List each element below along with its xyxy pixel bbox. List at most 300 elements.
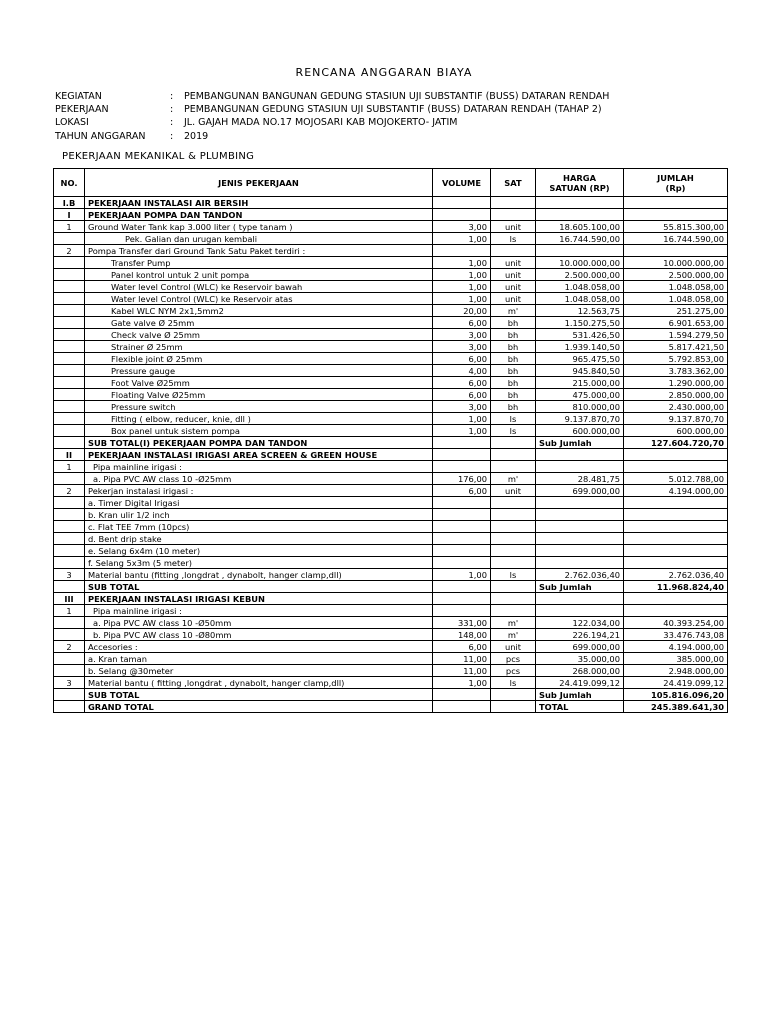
cell-amount: 127.604.720,70 — [624, 437, 728, 449]
cell-no: 3 — [54, 677, 85, 689]
cell-no: III — [54, 593, 85, 605]
cell-description: Fitting ( elbow, reducer, knie, dll ) — [85, 413, 433, 425]
cell-amount — [624, 245, 728, 257]
table-row — [54, 509, 728, 521]
info-row — [55, 130, 609, 143]
cell-volume — [433, 605, 491, 617]
cell-volume — [433, 557, 491, 569]
info-separator: : — [170, 104, 174, 116]
cell-unit: bh — [491, 353, 536, 365]
cell-no — [54, 293, 85, 305]
table-row — [54, 245, 728, 257]
cell-no — [54, 269, 85, 281]
header-harga-line1: HARGA — [563, 172, 596, 183]
cell-description: Gate valve Ø 25mm — [85, 317, 433, 329]
cell-unit-price: 226.194,21 — [536, 629, 624, 641]
cell-description: c. Flat TEE 7mm (10pcs) — [85, 521, 433, 533]
cell-unit-price: 810.000,00 — [536, 401, 624, 413]
cell-description: b. Kran ulir 1/2 inch — [85, 509, 433, 521]
cell-description: Water level Control (WLC) ke Reservoir bawah — [85, 281, 433, 293]
cell-unit-price: 16.744.590,00 — [536, 233, 624, 245]
cell-amount: 2.500.000,00 — [624, 269, 728, 281]
table-row — [54, 221, 728, 233]
info-value: PEMBANGUNAN GEDUNG STASIUN UJI SUBSTANTIF (BUSS) DATARAN RENDAH (TAHAP 2) — [184, 104, 602, 116]
cell-no — [54, 521, 85, 533]
cell-unit-price: 9.137.870,70 — [536, 413, 624, 425]
cell-no: 1 — [54, 461, 85, 473]
cell-volume: 11,00 — [433, 665, 491, 677]
cell-no: II — [54, 449, 85, 461]
budget-table — [53, 168, 728, 713]
cell-no — [54, 509, 85, 521]
table-row — [54, 413, 728, 425]
cell-description: Pompa Transfer dari Ground Tank Satu Paket terdiri : — [85, 245, 433, 257]
cell-unit-price: 18.605.100,00 — [536, 221, 624, 233]
cell-unit — [491, 449, 536, 461]
cell-volume: 1,00 — [433, 233, 491, 245]
cell-unit: m' — [491, 473, 536, 485]
cell-amount — [624, 461, 728, 473]
cell-description: Panel kontrol untuk 2 unit pompa — [85, 269, 433, 281]
cell-unit-price: 1.150.275,50 — [536, 317, 624, 329]
header-harga-satuan — [536, 169, 624, 197]
cell-no — [54, 497, 85, 509]
cell-unit-price: Sub Jumlah — [536, 581, 624, 593]
cell-description: Pek. Galian dan urugan kembali — [85, 233, 433, 245]
table-row — [54, 557, 728, 569]
cell-amount: 1.048.058,00 — [624, 281, 728, 293]
info-separator: : — [170, 91, 174, 102]
cell-amount: 385.000,00 — [624, 653, 728, 665]
cell-description: a. Timer Digital Irigasi — [85, 497, 433, 509]
cell-unit: bh — [491, 401, 536, 413]
cell-amount: 1.290.000,00 — [624, 377, 728, 389]
cell-unit — [491, 689, 536, 701]
cell-unit-price — [536, 557, 624, 569]
cell-description: e. Selang 6x4m (10 meter) — [85, 545, 433, 557]
table-row — [54, 305, 728, 317]
cell-volume: 6,00 — [433, 353, 491, 365]
table-row — [54, 653, 728, 665]
cell-volume: 3,00 — [433, 341, 491, 353]
cell-unit-price: Sub Jumlah — [536, 437, 624, 449]
cell-volume — [433, 581, 491, 593]
cell-volume: 1,00 — [433, 269, 491, 281]
cell-description: PEKERJAAN INSTALASI AIR BERSIH — [85, 197, 433, 209]
cell-description: Box panel untuk sistem pompa — [85, 425, 433, 437]
cell-unit-price — [536, 545, 624, 557]
cell-unit-price — [536, 509, 624, 521]
cell-unit-price — [536, 449, 624, 461]
cell-description: f. Selang 5x3m (5 meter) — [85, 557, 433, 569]
info-row — [55, 103, 609, 116]
cell-unit: unit — [491, 281, 536, 293]
cell-unit — [491, 581, 536, 593]
cell-no — [54, 473, 85, 485]
cell-no — [54, 557, 85, 569]
info-row — [55, 116, 609, 129]
cell-no — [54, 629, 85, 641]
cell-unit-price: 965.475,50 — [536, 353, 624, 365]
cell-amount — [624, 605, 728, 617]
cell-unit-price: 2.762.036,40 — [536, 569, 624, 581]
cell-no: 1 — [54, 221, 85, 233]
cell-description: Material bantu (fitting ,longdrat , dynabolt, hanger clamp,dll) — [85, 569, 433, 581]
cell-unit: ls — [491, 569, 536, 581]
cell-volume — [433, 533, 491, 545]
info-label: TAHUN ANGGARAN — [55, 130, 146, 142]
cell-unit-price: Sub Jumlah — [536, 689, 624, 701]
cell-unit — [491, 593, 536, 605]
cell-unit-price — [536, 209, 624, 221]
cell-unit-price — [536, 521, 624, 533]
cell-amount: 251.275,00 — [624, 305, 728, 317]
cell-unit: unit — [491, 293, 536, 305]
cell-unit-price: 122.034,00 — [536, 617, 624, 629]
cell-volume — [433, 209, 491, 221]
cell-description: Flexible joint Ø 25mm — [85, 353, 433, 365]
info-value: JL. GAJAH MADA NO.17 MOJOSARI KAB MOJOKERTO- JATIM — [184, 117, 458, 129]
cell-no — [54, 437, 85, 449]
table-row — [54, 545, 728, 557]
cell-volume: 3,00 — [433, 221, 491, 233]
cell-amount — [624, 533, 728, 545]
cell-no: 1 — [54, 605, 85, 617]
cell-description: Pipa mainline irigasi : — [85, 461, 433, 473]
cell-amount: 24.419.099,12 — [624, 677, 728, 689]
table-row — [54, 473, 728, 485]
cell-unit: unit — [491, 485, 536, 497]
cell-volume — [433, 689, 491, 701]
cell-no — [54, 305, 85, 317]
cell-volume — [433, 461, 491, 473]
cell-unit-price: 24.419.099,12 — [536, 677, 624, 689]
table-row — [54, 665, 728, 677]
cell-amount — [624, 545, 728, 557]
document-title: RENCANA ANGGARAN BIAYA — [295, 66, 473, 79]
header-volume: VOLUME — [433, 169, 491, 197]
cell-volume — [433, 437, 491, 449]
table-row — [54, 437, 728, 449]
table-row — [54, 401, 728, 413]
cell-amount: 2.430.000,00 — [624, 401, 728, 413]
cell-amount: 11.968.824,40 — [624, 581, 728, 593]
cell-amount — [624, 449, 728, 461]
cell-unit — [491, 533, 536, 545]
cell-volume — [433, 449, 491, 461]
cell-volume — [433, 509, 491, 521]
table-row — [54, 449, 728, 461]
cell-volume: 6,00 — [433, 377, 491, 389]
cell-amount: 4.194.000,00 — [624, 641, 728, 653]
header-no: NO. — [54, 169, 85, 197]
table-row — [54, 377, 728, 389]
cell-no — [54, 581, 85, 593]
cell-volume: 1,00 — [433, 425, 491, 437]
cell-volume: 176,00 — [433, 473, 491, 485]
cell-amount: 4.194.000,00 — [624, 485, 728, 497]
cell-amount: 10.000.000,00 — [624, 257, 728, 269]
cell-unit — [491, 497, 536, 509]
cell-volume: 3,00 — [433, 401, 491, 413]
cell-unit: unit — [491, 221, 536, 233]
cell-unit — [491, 245, 536, 257]
cell-amount — [624, 497, 728, 509]
cell-unit: unit — [491, 269, 536, 281]
cell-unit — [491, 197, 536, 209]
cell-unit-price: 215.000,00 — [536, 377, 624, 389]
cell-unit-price: 475.000,00 — [536, 389, 624, 401]
cell-unit — [491, 509, 536, 521]
table-row — [54, 533, 728, 545]
cell-unit-price — [536, 461, 624, 473]
cell-volume — [433, 245, 491, 257]
cell-description: SUB TOTAL(I) PEKERJAAN POMPA DAN TANDON — [85, 437, 433, 449]
cell-volume — [433, 497, 491, 509]
cell-description: Ground Water Tank kap 3.000 liter ( type tanam ) — [85, 221, 433, 233]
info-value: PEMBANGUNAN BANGUNAN GEDUNG STASIUN UJI SUBSTANTIF (BUSS) DATARAN RENDAH — [184, 91, 610, 102]
cell-description: d. Bent drip stake — [85, 533, 433, 545]
cell-description: a. Kran taman — [85, 653, 433, 665]
cell-amount — [624, 509, 728, 521]
table-row — [54, 317, 728, 329]
cell-unit: ls — [491, 233, 536, 245]
cell-unit-price: 945.840,50 — [536, 365, 624, 377]
cell-unit: bh — [491, 365, 536, 377]
cell-volume — [433, 197, 491, 209]
cell-unit: pcs — [491, 653, 536, 665]
cell-amount — [624, 209, 728, 221]
table-row — [54, 341, 728, 353]
cell-amount: 600.000,00 — [624, 425, 728, 437]
cell-no — [54, 257, 85, 269]
table-row — [54, 569, 728, 581]
cell-amount: 2.948.000,00 — [624, 665, 728, 677]
cell-no — [54, 389, 85, 401]
table-row — [54, 641, 728, 653]
cell-unit-price: 1.048.058,00 — [536, 293, 624, 305]
cell-no — [54, 281, 85, 293]
cell-description: b. Selang @30meter — [85, 665, 433, 677]
info-row — [55, 90, 609, 103]
cell-description: Transfer Pump — [85, 257, 433, 269]
cell-no — [54, 401, 85, 413]
table-row — [54, 581, 728, 593]
cell-unit: bh — [491, 377, 536, 389]
cell-volume: 6,00 — [433, 641, 491, 653]
cell-unit — [491, 605, 536, 617]
cell-description: PEKERJAAN INSTALASI IRIGASI KEBUN — [85, 593, 433, 605]
table-row — [54, 425, 728, 437]
cell-unit-price — [536, 593, 624, 605]
cell-description: Water level Control (WLC) ke Reservoir atas — [85, 293, 433, 305]
cell-unit: ls — [491, 425, 536, 437]
cell-amount: 105.816.096,20 — [624, 689, 728, 701]
cell-amount: 2.762.036,40 — [624, 569, 728, 581]
table-row — [54, 257, 728, 269]
cell-amount: 1.048.058,00 — [624, 293, 728, 305]
cell-volume: 1,00 — [433, 257, 491, 269]
info-label: KEGIATAN — [55, 91, 102, 102]
cell-amount: 1.594.279,50 — [624, 329, 728, 341]
cell-volume: 148,00 — [433, 629, 491, 641]
cell-amount — [624, 197, 728, 209]
cell-no: 2 — [54, 245, 85, 257]
cell-unit-price: 1.048.058,00 — [536, 281, 624, 293]
info-value: 2019 — [184, 130, 209, 142]
cell-unit-price — [536, 605, 624, 617]
info-separator: : — [170, 117, 174, 129]
cell-no — [54, 329, 85, 341]
cell-no — [54, 533, 85, 545]
cell-description: Kabel WLC NYM 2x1,5mm2 — [85, 305, 433, 317]
cell-unit-price: 600.000,00 — [536, 425, 624, 437]
cell-unit: ls — [491, 413, 536, 425]
table-row — [54, 353, 728, 365]
cell-description: Foot Valve Ø25mm — [85, 377, 433, 389]
cell-unit — [491, 521, 536, 533]
cell-description: a. Pipa PVC AW class 10 -Ø50mm — [85, 617, 433, 629]
cell-amount: 16.744.590,00 — [624, 233, 728, 245]
cell-amount — [624, 521, 728, 533]
header-harga-line2: SATUAN (RP) — [549, 182, 610, 193]
cell-volume: 1,00 — [433, 293, 491, 305]
cell-volume: 6,00 — [433, 389, 491, 401]
cell-no — [54, 545, 85, 557]
cell-unit: ls — [491, 677, 536, 689]
cell-description: Material bantu ( fitting ,longdrat , dynabolt, hanger clamp,dll) — [85, 677, 433, 689]
cell-no — [54, 377, 85, 389]
table-row — [54, 629, 728, 641]
cell-unit: m' — [491, 617, 536, 629]
cell-no — [54, 425, 85, 437]
cell-volume: 6,00 — [433, 317, 491, 329]
cell-amount — [624, 557, 728, 569]
cell-unit-price: 1.939.140,50 — [536, 341, 624, 353]
cell-unit-price: TOTAL — [536, 701, 624, 713]
cell-description: Pressure gauge — [85, 365, 433, 377]
cell-no — [54, 653, 85, 665]
cell-volume: 1,00 — [433, 677, 491, 689]
cell-amount: 6.901.653,00 — [624, 317, 728, 329]
cell-volume: 1,00 — [433, 281, 491, 293]
cell-volume: 20,00 — [433, 305, 491, 317]
cell-unit-price — [536, 533, 624, 545]
cell-description: PEKERJAAN POMPA DAN TANDON — [85, 209, 433, 221]
table-row — [54, 617, 728, 629]
cell-unit — [491, 545, 536, 557]
cell-unit: m' — [491, 305, 536, 317]
info-label: PEKERJAAN — [55, 104, 109, 116]
cell-no: I.B — [54, 197, 85, 209]
cell-volume — [433, 521, 491, 533]
cell-unit-price: 10.000.000,00 — [536, 257, 624, 269]
cell-unit-price — [536, 497, 624, 509]
cell-description: GRAND TOTAL — [85, 701, 433, 713]
table-row — [54, 329, 728, 341]
cell-description: Strainer Ø 25mm — [85, 341, 433, 353]
cell-description: SUB TOTAL — [85, 689, 433, 701]
cell-volume: 3,00 — [433, 329, 491, 341]
cell-description: b. Pipa PVC AW class 10 -Ø80mm — [85, 629, 433, 641]
cell-description: Pekerjan instalasi irigasi : — [85, 485, 433, 497]
cell-volume: 6,00 — [433, 485, 491, 497]
cell-no — [54, 689, 85, 701]
info-label: LOKASI — [55, 117, 89, 129]
header-jumlah-line2: (Rp) — [665, 182, 686, 193]
cell-unit — [491, 437, 536, 449]
cell-amount: 9.137.870,70 — [624, 413, 728, 425]
cell-unit-price: 35.000,00 — [536, 653, 624, 665]
header-sat: SAT — [491, 169, 536, 197]
cell-no: 2 — [54, 485, 85, 497]
cell-description: Floating Valve Ø25mm — [85, 389, 433, 401]
cell-volume: 1,00 — [433, 569, 491, 581]
cell-volume — [433, 701, 491, 713]
cell-no: 3 — [54, 569, 85, 581]
cell-amount: 40.393.254,00 — [624, 617, 728, 629]
cell-unit: bh — [491, 341, 536, 353]
cell-unit-price: 699.000,00 — [536, 641, 624, 653]
cell-no — [54, 353, 85, 365]
cell-no — [54, 341, 85, 353]
table-row — [54, 365, 728, 377]
cell-description: Check valve Ø 25mm — [85, 329, 433, 341]
cell-amount: 5.817.421,50 — [624, 341, 728, 353]
table-row — [54, 593, 728, 605]
cell-unit: unit — [491, 257, 536, 269]
cell-unit-price: 531.426,50 — [536, 329, 624, 341]
cell-unit: bh — [491, 317, 536, 329]
table-row — [54, 701, 728, 713]
cell-no — [54, 317, 85, 329]
cell-amount: 2.850.000,00 — [624, 389, 728, 401]
table-row — [54, 461, 728, 473]
cell-no — [54, 701, 85, 713]
table-row — [54, 689, 728, 701]
cell-amount: 5.792.853,00 — [624, 353, 728, 365]
section-title: PEKERJAAN MEKANIKAL & PLUMBING — [62, 151, 255, 162]
header-jumlah — [624, 169, 728, 197]
cell-unit: m' — [491, 629, 536, 641]
cell-amount — [624, 593, 728, 605]
cell-volume: 4,00 — [433, 365, 491, 377]
cell-volume — [433, 593, 491, 605]
table-row — [54, 497, 728, 509]
cell-description: Pipa mainline irigasi : — [85, 605, 433, 617]
cell-amount: 33.476.743,08 — [624, 629, 728, 641]
cell-no — [54, 365, 85, 377]
table-row — [54, 209, 728, 221]
cell-unit: pcs — [491, 665, 536, 677]
cell-description: SUB TOTAL — [85, 581, 433, 593]
cell-no — [54, 233, 85, 245]
cell-volume: 11,00 — [433, 653, 491, 665]
cell-unit-price: 268.000,00 — [536, 665, 624, 677]
table-row — [54, 233, 728, 245]
cell-unit-price — [536, 245, 624, 257]
cell-unit-price: 699.000,00 — [536, 485, 624, 497]
cell-unit — [491, 209, 536, 221]
table-row — [54, 293, 728, 305]
cell-amount: 3.783.362,00 — [624, 365, 728, 377]
table-row — [54, 521, 728, 533]
cell-no — [54, 617, 85, 629]
table-row — [54, 269, 728, 281]
cell-unit: unit — [491, 641, 536, 653]
cell-amount: 55.815.300,00 — [624, 221, 728, 233]
cell-amount: 245.389.641,30 — [624, 701, 728, 713]
